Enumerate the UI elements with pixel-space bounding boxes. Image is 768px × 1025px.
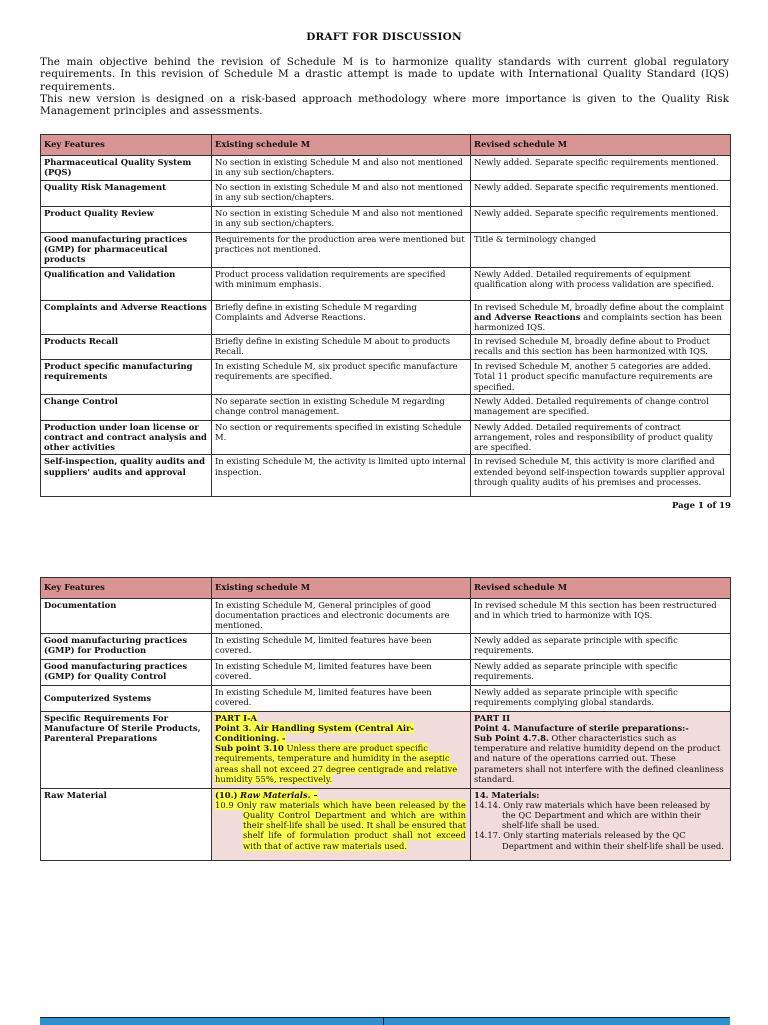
table-header-row <box>41 135 731 156</box>
revised-cell <box>471 788 731 860</box>
revised-cell: Newly added as separate principle with specific requirements. <box>471 659 731 685</box>
intro-section <box>40 56 729 117</box>
key-feature-cell: Complaints and Adverse Reactions <box>41 300 212 335</box>
key-feature-cell: Product Quality Review <box>41 207 212 233</box>
revised-subpoint-text: Other characteristics such as temperature and relative humidity depend on the product and nature of the operations carried out. These parameters shall not interfere with the defined cleanliness standard. <box>474 733 724 784</box>
table-row <box>41 300 731 335</box>
table-row <box>41 633 731 659</box>
existing-cell: No separate section in existing Schedule M regarding change control management. <box>212 394 471 420</box>
comparison-table-2 <box>40 577 731 861</box>
existing-point-label: Point 3. Air Handling System (Central Air-Conditioning. - <box>215 722 414 744</box>
table-row-sterile <box>41 711 731 788</box>
existing-item-10-9: 10.9 Only raw materials which have been released by the Quality Control Department and which are within their shelf-life shall be used. It shall be ensured that shelf life of formulation product shall not exceed with that of active raw materials used. <box>215 799 466 851</box>
revised-text-c: and complaints section has been harmonized IQS. <box>474 311 722 333</box>
intro-paragraph-2: This new version is designed on a risk-based approach methodology where more importance is given to the Quality Risk Management principles and assessments. <box>40 92 729 118</box>
existing-cell <box>212 711 471 788</box>
key-feature-cell: Production under loan license or contract and contract analysis and other activities <box>41 420 212 455</box>
revised-cell <box>471 711 731 788</box>
document-title: DRAFT FOR DISCUSSION <box>306 31 462 43</box>
revised-cell: Newly added. Separate specific requirements mentioned. <box>471 156 731 181</box>
revised-cell: Newly Added. Detailed requirements of change control management are specified. <box>471 394 731 420</box>
existing-cell: No section in existing Schedule M and also not mentioned in any sub section/chapters. <box>212 207 471 233</box>
existing-heading-number: (10.) <box>215 789 238 800</box>
revised-text-a: In revised Schedule M, broadly define about the complaint <box>474 301 724 312</box>
table-row <box>41 360 731 395</box>
existing-cell: No section in existing Schedule M and also not mentioned in any sub section/chapters. <box>212 156 471 181</box>
key-feature-cell: Specific Requirements For Manufacture Of Sterile Products, Parenteral Preparations <box>41 711 212 788</box>
header-existing: Existing schedule M <box>212 135 471 156</box>
revised-cell: In revised Schedule M, this activity is more clarified and extended beyond self-inspection towards supplier approval through quality audits of his premises and processes. <box>471 455 731 497</box>
existing-cell: In existing Schedule M, the activity is limited upto internal inspection. <box>212 455 471 497</box>
key-feature-cell: Good manufacturing practices (GMP) for pharmaceutical products <box>41 233 212 268</box>
existing-cell: In existing Schedule M, limited features have been covered. <box>212 685 471 711</box>
table-row-raw-material <box>41 788 731 860</box>
existing-subpoint-label: Sub point 3.10 <box>215 743 284 754</box>
existing-subpoint-text: Unless there are product specific requirements, temperature and humidity in the aseptic areas shall not exceed 27 degree centigrade and relative humidity 55%, respectively. <box>215 743 458 784</box>
existing-cell: Briefly define in existing Schedule M regarding Complaints and Adverse Reactions. <box>212 300 471 335</box>
existing-cell: In existing Schedule M, General principles of good documentation practices and electronic documents are mentioned. <box>212 599 471 634</box>
header-revised: Revised schedule M <box>471 578 731 599</box>
existing-cell: In existing Schedule M, six product specific manufacture requirements are specified. <box>212 360 471 395</box>
revised-item-14-17: 14.17. Only starting materials released by the QC Department and within their shelf-life shall be used. <box>474 830 724 851</box>
revised-cell: Newly added as separate principle with specific requirements complying global standards. <box>471 685 731 711</box>
table-row <box>41 659 731 685</box>
table-row <box>41 455 731 497</box>
header-key-features: Key Features <box>41 578 212 599</box>
key-feature-cell: Qualification and Validation <box>41 267 212 300</box>
revised-cell: In revised Schedule M, another 5 categories are added. Total 11 product specific manufacture requirements are specified. <box>471 360 731 395</box>
revised-point-label: Point 4. Manufacture of sterile preparations:- <box>474 722 689 733</box>
revised-cell: Newly added. Separate specific requirements mentioned. <box>471 181 731 207</box>
key-feature-cell: Raw Material <box>41 788 212 860</box>
table-row <box>41 207 731 233</box>
revised-part-label: PART II <box>474 712 510 723</box>
table-row <box>41 599 731 634</box>
table-row <box>41 394 731 420</box>
header-revised: Revised schedule M <box>471 135 731 156</box>
revised-heading: 14. Materials: <box>474 789 540 800</box>
existing-cell: Requirements for the production area were mentioned but practices not mentioned. <box>212 233 471 268</box>
revised-subpoint-label: Sub Point 4.7.8. <box>474 733 549 744</box>
key-feature-cell: Documentation <box>41 599 212 634</box>
revised-cell: In revised Schedule M, broadly define about to Product recalls and this section has been harmonized with IQS. <box>471 335 731 360</box>
header-key-features: Key Features <box>41 135 212 156</box>
table-row <box>41 267 731 300</box>
comparison-table-1 <box>40 134 731 497</box>
key-feature-cell: Self-inspection, quality audits and suppliers' audits and approval <box>41 455 212 497</box>
table-row <box>41 233 731 268</box>
revised-cell: Newly added. Separate specific requirements mentioned. <box>471 207 731 233</box>
table-row <box>41 156 731 181</box>
revised-item-14-14: 14.14. Only raw materials which have been released by the QC Department and which are within their shelf-life shall be used. <box>474 799 711 831</box>
table-header-row <box>41 578 731 599</box>
existing-cell: Briefly define in existing Schedule M about to products Recall. <box>212 335 471 360</box>
key-feature-cell: Products Recall <box>41 335 212 360</box>
existing-cell: No section in existing Schedule M and also not mentioned in any sub section/chapters. <box>212 181 471 207</box>
key-feature-cell: Good manufacturing practices (GMP) for Quality Control <box>41 659 212 685</box>
key-feature-cell: Product specific manufacturing requirements <box>41 360 212 395</box>
revised-cell <box>471 300 731 335</box>
revised-cell: Newly Added. Detailed requirements of contract arrangement, roles and responsibility of product quality are specified. <box>471 420 731 455</box>
existing-cell: In existing Schedule M, limited features have been covered. <box>212 633 471 659</box>
revised-cell: In revised schedule M this section has been restructured and in which tried to harmonize with IQS. <box>471 599 731 634</box>
existing-part-label: PART I-A <box>215 712 258 723</box>
key-feature-cell: Quality Risk Management <box>41 181 212 207</box>
existing-cell: Product process validation requirements are specified with minimum emphasis. <box>212 267 471 300</box>
key-feature-cell: Pharmaceutical Quality System (PQS) <box>41 156 212 181</box>
revised-cell: Newly added as separate principle with specific requirements. <box>471 633 731 659</box>
key-feature-cell: Computerized Systems <box>41 685 212 711</box>
revised-cell: Newly Added. Detailed requirements of equipment qualification along with process validation are specified. <box>471 267 731 300</box>
intro-paragraph-1: The main objective behind the revision of Schedule M is to harmonize quality standards with current global regulatory requirements. In this revision of Schedule M a drastic attempt is made to update with International Quality Standard (IQS) requirements. <box>40 56 729 93</box>
existing-heading-text: Raw Materials. – <box>240 789 318 800</box>
table-row <box>41 685 731 711</box>
existing-cell: No section or requirements specified in existing Schedule M. <box>212 420 471 455</box>
key-feature-cell: Good manufacturing practices (GMP) for Production <box>41 633 212 659</box>
revised-cell: Title & terminology changed <box>471 233 731 268</box>
table-row <box>41 420 731 455</box>
page-number: Page 1 of 19 <box>672 501 731 511</box>
revised-text-bold: and Adverse Reactions <box>474 311 581 322</box>
existing-cell: In existing Schedule M, limited features have been covered. <box>212 659 471 685</box>
table-row <box>41 181 731 207</box>
table-row <box>41 335 731 360</box>
key-feature-cell: Change Control <box>41 394 212 420</box>
existing-cell <box>212 788 471 860</box>
header-existing: Existing schedule M <box>212 578 471 599</box>
